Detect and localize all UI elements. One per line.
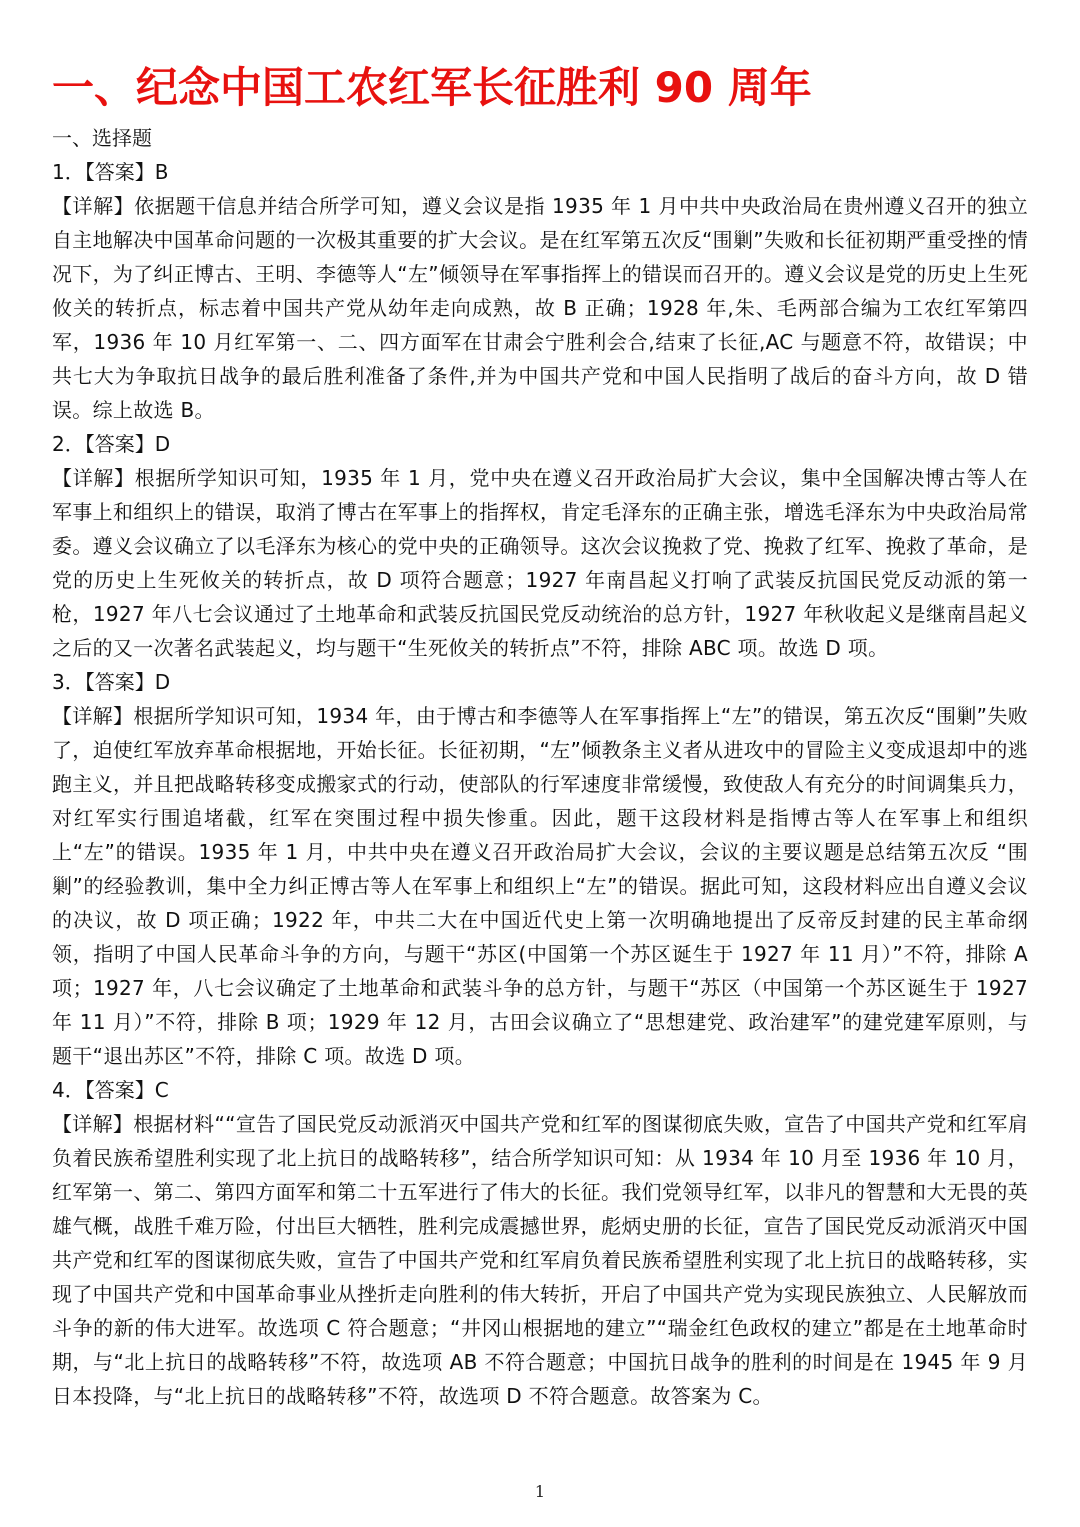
question-4-answer: 4．【答案】C xyxy=(52,1078,169,1102)
question-1-answer: 1．【答案】B xyxy=(52,160,169,184)
question-2 xyxy=(52,427,1028,665)
question-2-explanation: 【详解】根据所学知识可知，1935 年 1 月，党中央在遵义召开政治局扩大会议，集中全国解决博古等人在军事上和组织上的错误，取消了博古在军事上的指挥权，肯定毛泽东的正确主张，增选毛泽东为中央政治局常委。遵义会议确立了以毛泽东为核心的党中央的正确领导。这次会议挽救了党、挽救了红军、挽救了革命，是党的历史上生死攸关的转折点，故 D 项符合题意；1927 年南昌起义打响了武装反抗国民党反动派的第一枪，1927 年八七会议通过了土地革命和武装反抗国民党反动统治的总方针，1927 年秋收起义是继南昌起义之后的又一次著名武装起义，均与题干“生死攸关的转折点”不符，排除 ABC 项。故选 D 项。 xyxy=(52,466,1028,660)
question-1-explanation: 【详解】依据题干信息并结合所学可知，遵义会议是指 1935 年 1 月中共中央政治局在贵州遵义召开的独立自主地解决中国革命问题的一次极其重要的扩大会议。是在红军第五次反“围剿”失败和长征初期严重受挫的情况下，为了纠正博古、王明、李德等人“左”倾领导在军事指挥上的错误而召开的。遵义会议是党的历史上生死攸关的转折点，标志着中国共产党从幼年走向成熟，故 B 正确；1928 年,朱、毛两部合编为工农红军第四军，1936 年 10 月红军第一、二、四方面军在甘肃会宁胜利会合,结束了长征,AC 与题意不符，故错误；中共七大为争取抗日战争的最后胜利准备了条件,并为中国共产党和中国人民指明了战后的奋斗方向，故 D 错误。综上故选 B。 xyxy=(52,194,1028,422)
question-4-explanation: 【详解】根据材料““宣告了国民党反动派消灭中国共产党和红军的图谋彻底失败，宣告了中国共产党和红军肩负着民族希望胜利实现了北上抗日的战略转移”，结合所学知识可知：从 1934 年 10 月至 1936 年 10 月，红军第一、第二、第四方面军和第二十五军进行了伟大的长征。我们党领导红军，以非凡的智慧和大无畏的英雄气概，战胜千难万险，付出巨大牺牲，胜利完成震撼世界，彪炳史册的长征，宣告了国民党反动派消灭中国共产党和红军的图谋彻底失败，宣告了中国共产党和红军肩负着民族希望胜利实现了北上抗日的战略转移，实现了中国共产党和中国革命事业从挫折走向胜利的伟大转折，开启了中国共产党为实现民族独立、人民解放而斗争的新的伟大进军。故选项 C 符合题意；“井冈山根据地的建立”“瑞金红色政权的建立”都是在土地革命时期，与“北上抗日的战略转移”不符，故选项 AB 不符合题意；中国抗日战争的胜利的时间是在 1945 年 9 月日本投降，与“北上抗日的战略转移”不符，故选项 D 不符合题意。故答案为 C。 xyxy=(52,1112,1028,1408)
question-1 xyxy=(52,155,1028,427)
question-3-explanation: 【详解】根据所学知识可知，1934 年，由于博古和李德等人在军事指挥上“左”的错误，第五次反“围剿”失败了，迫使红军放弃革命根据地，开始长征。长征初期，“左”倾教条主义者从进攻中的冒险主义变成退却中的逃跑主义，并且把战略转移变成搬家式的行动，使部队的行军速度非常缓慢，致使敌人有充分的时间调集兵力，对红军实行围追堵截，红军在突围过程中损失惨重。因此，题干这段材料是指博古等人在军事上和组织上“左”的错误。1935 年 1 月，中共中央在遵义召开政治局扩大会议，会议的主要议题是总结第五次反 “围剿”的经验教训，集中全力纠正博古等人在军事上和组织上“左”的错误。据此可知，这段材料应出自遵义会议的决议，故 D 项正确；1922 年，中共二大在中国近代史上第一次明确地提出了反帝反封建的民主革命纲领，指明了中国人民革命斗争的方向，与题干“苏区(中国第一个苏区诞生于 1927 年 11 月）”不符，排除 A 项；1927 年，八七会议确定了土地革命和武装斗争的总方针，与题干“苏区（中国第一个苏区诞生于 1927 年 11 月）”不符，排除 B 项；1929 年 12 月，古田会议确立了“思想建党、政治建军”的建党建军原则，与题干“退出苏区”不符，排除 C 项。故选 D 项。 xyxy=(52,704,1028,1068)
section-heading: 一、选择题 xyxy=(52,126,152,150)
question-2-answer: 2．【答案】D xyxy=(52,432,171,456)
question-3-answer: 3．【答案】D xyxy=(52,670,171,694)
question-4 xyxy=(52,1073,1028,1413)
page-number: 1 xyxy=(534,1482,546,1501)
question-3 xyxy=(52,665,1028,1073)
document-title: 一、纪念中国工农红军长征胜利 90 周年 xyxy=(52,63,812,112)
